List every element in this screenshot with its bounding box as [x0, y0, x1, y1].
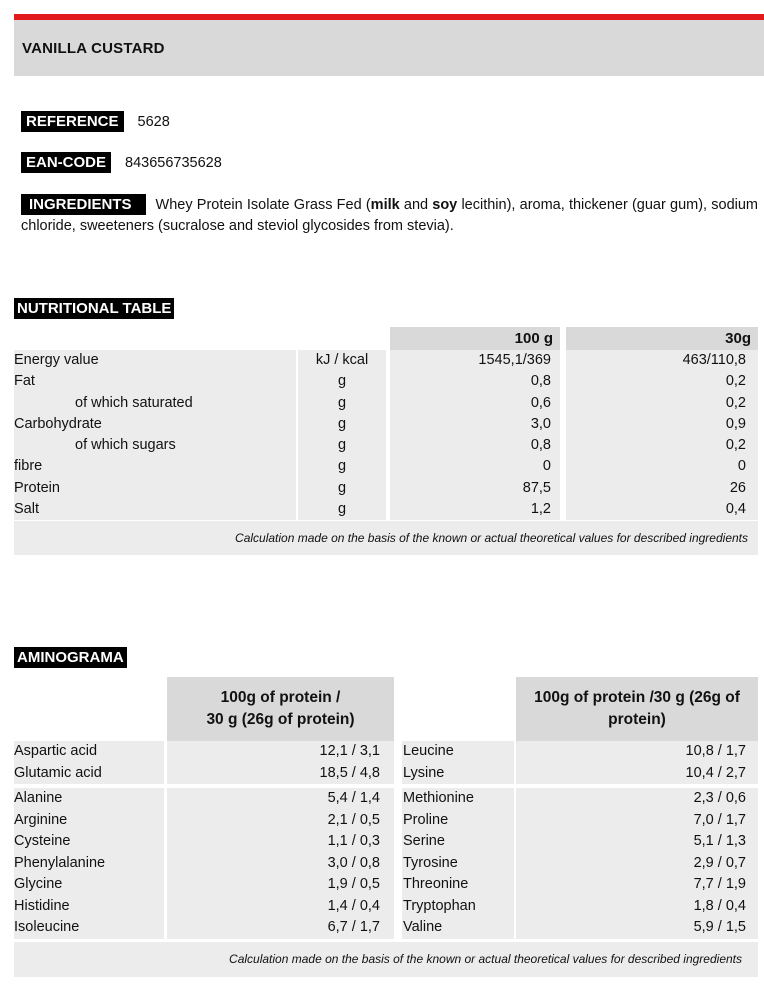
nutrient-value-30g: 0,9: [566, 414, 758, 435]
nutrient-name: Fat: [14, 371, 296, 392]
reference-label: REFERENCE: [21, 111, 124, 132]
nutrient-value-30g: 0,4: [566, 499, 758, 520]
nutrient-name: Carbohydrate: [14, 414, 296, 435]
header-blank: [14, 677, 164, 741]
nutrition-heading: NUTRITIONAL TABLE: [14, 298, 174, 319]
aminogram-heading: AMINOGRAMA: [14, 647, 127, 668]
ingredients-paragraph: [21, 194, 758, 237]
nutrient-value-100g: 0,8: [386, 435, 566, 456]
column-gap: [394, 917, 402, 939]
nutrition-footnote: Calculation made on the basis of the known or actual theoretical values for described ingredients: [14, 521, 758, 555]
nutrient-unit: g: [296, 414, 386, 435]
amino-acid-name: Phenylalanine: [14, 853, 164, 875]
column-gap: [394, 874, 402, 896]
nutrition-table: [14, 327, 758, 555]
column-gap: [394, 831, 402, 853]
nutrient-value-30g: 0,2: [566, 371, 758, 392]
column-gap: [394, 810, 402, 832]
nutrient-value-100g: 1545,1/369: [386, 350, 566, 371]
ingredients-text-3: lecithin), aroma, thickener (guar gum), sodium chloride, sweeteners (sucralose and steviol glycosides from stevia).: [21, 197, 759, 234]
column-gap: [394, 763, 402, 785]
column-gap: [394, 853, 402, 875]
amino-acid-name: Proline: [402, 810, 514, 832]
ean-label: EAN-CODE: [21, 152, 111, 173]
nutrient-value-30g: 0: [566, 456, 758, 477]
amino-acid-name: Glycine: [14, 874, 164, 896]
nutrition-heading-wrap: [14, 298, 174, 319]
column-gap: [394, 677, 402, 741]
nutrient-value-100g: 0,8: [386, 371, 566, 392]
amino-acid-name: Serine: [402, 831, 514, 853]
aminogram-table: [14, 677, 758, 977]
amino-acid-name: Alanine: [14, 788, 164, 810]
product-title-bar: [14, 20, 764, 76]
amino-acid-name: Threonine: [402, 874, 514, 896]
amino-acid-value: 6,7 / 1,7: [164, 917, 394, 939]
aminogram-footnote: Calculation made on the basis of the known or actual theoretical values for described ingredients: [14, 942, 758, 977]
amino-acid-value: 5,1 / 1,3: [514, 831, 758, 853]
ean-row: [21, 152, 222, 173]
amino-acid-value: 5,9 / 1,5: [514, 917, 758, 939]
col-header-30g: 30g: [566, 327, 758, 350]
amino-acid-name: Methionine: [402, 788, 514, 810]
product-title: VANILLA CUSTARD: [22, 40, 165, 57]
col-header-left-line2: 30 g (26g of protein): [206, 711, 355, 728]
nutrient-unit: g: [296, 499, 386, 520]
nutrient-value-100g: 87,5: [386, 478, 566, 499]
header-blank: [402, 677, 514, 741]
ingredients-text-2: and: [399, 197, 433, 213]
amino-acid-name: Lysine: [402, 763, 514, 785]
amino-acid-value: 7,0 / 1,7: [514, 810, 758, 832]
amino-acid-value: 1,8 / 0,4: [514, 896, 758, 918]
amino-acid-value: 2,3 / 0,6: [514, 788, 758, 810]
nutrient-value-100g: 1,2: [386, 499, 566, 520]
nutrient-value-30g: 0,2: [566, 393, 758, 414]
nutrient-value-100g: 3,0: [386, 414, 566, 435]
ingredients-label: INGREDIENTS: [21, 194, 146, 215]
amino-acid-value: 1,9 / 0,5: [164, 874, 394, 896]
nutrient-unit: g: [296, 371, 386, 392]
amino-acid-value: 5,4 / 1,4: [164, 788, 394, 810]
reference-value: 5628: [137, 114, 170, 130]
aminogram-heading-wrap: [14, 647, 127, 668]
amino-acid-name: Tryptophan: [402, 896, 514, 918]
nutrient-name: Energy value: [14, 350, 296, 371]
amino-acid-value: 18,5 / 4,8: [164, 763, 394, 785]
col-header-right: [514, 677, 758, 741]
ingredients-text-1: Whey Protein Isolate Grass Fed (: [155, 197, 371, 213]
nutrient-unit: g: [296, 456, 386, 477]
col-header-100g: 100 g: [386, 327, 566, 350]
column-gap: [394, 788, 402, 810]
amino-acid-name: Valine: [402, 917, 514, 939]
amino-acid-name: Glutamic acid: [14, 763, 164, 785]
nutrient-value-30g: 0,2: [566, 435, 758, 456]
nutrient-value-100g: 0,6: [386, 393, 566, 414]
col-header-right-line1: 100g of protein /30 g (26g of: [534, 689, 740, 706]
aminogram-grid: [14, 677, 758, 939]
nutrient-value-100g: 0: [386, 456, 566, 477]
reference-row: [21, 111, 170, 132]
nutrient-unit: g: [296, 478, 386, 499]
amino-acid-name: Leucine: [402, 741, 514, 763]
allergen-soy: soy: [432, 197, 458, 213]
amino-acid-value: 1,4 / 0,4: [164, 896, 394, 918]
amino-acid-value: 2,9 / 0,7: [514, 853, 758, 875]
column-gap: [394, 741, 402, 763]
nutrition-grid: [14, 327, 758, 520]
nutrient-name: Protein: [14, 478, 296, 499]
amino-acid-value: 1,1 / 0,3: [164, 831, 394, 853]
amino-acid-value: 12,1 / 3,1: [164, 741, 394, 763]
nutrient-value-30g: 463/110,8: [566, 350, 758, 371]
amino-acid-value: 10,8 / 1,7: [514, 741, 758, 763]
amino-acid-name: Aspartic acid: [14, 741, 164, 763]
amino-acid-name: Tyrosine: [402, 853, 514, 875]
amino-acid-name: Histidine: [14, 896, 164, 918]
nutrient-name: of which saturated: [14, 393, 296, 414]
nutrient-unit: g: [296, 393, 386, 414]
nutrient-value-30g: 26: [566, 478, 758, 499]
col-header-right-line2: protein): [608, 711, 666, 728]
nutrient-name: Salt: [14, 499, 296, 520]
amino-acid-value: 2,1 / 0,5: [164, 810, 394, 832]
ean-value: 843656735628: [125, 155, 222, 171]
header-blank: [14, 327, 296, 350]
nutrient-name: fibre: [14, 456, 296, 477]
amino-acid-name: Arginine: [14, 810, 164, 832]
column-gap: [394, 896, 402, 918]
header-blank: [296, 327, 386, 350]
nutrient-name: of which sugars: [14, 435, 296, 456]
amino-acid-value: 10,4 / 2,7: [514, 763, 758, 785]
nutrient-unit: g: [296, 435, 386, 456]
col-header-left: [164, 677, 394, 741]
nutrient-unit: kJ / kcal: [296, 350, 386, 371]
amino-acid-value: 7,7 / 1,9: [514, 874, 758, 896]
amino-acid-value: 3,0 / 0,8: [164, 853, 394, 875]
amino-acid-name: Cysteine: [14, 831, 164, 853]
allergen-milk: milk: [370, 197, 400, 213]
col-header-left-line1: 100g of protein /: [220, 689, 341, 706]
amino-acid-name: Isoleucine: [14, 917, 164, 939]
